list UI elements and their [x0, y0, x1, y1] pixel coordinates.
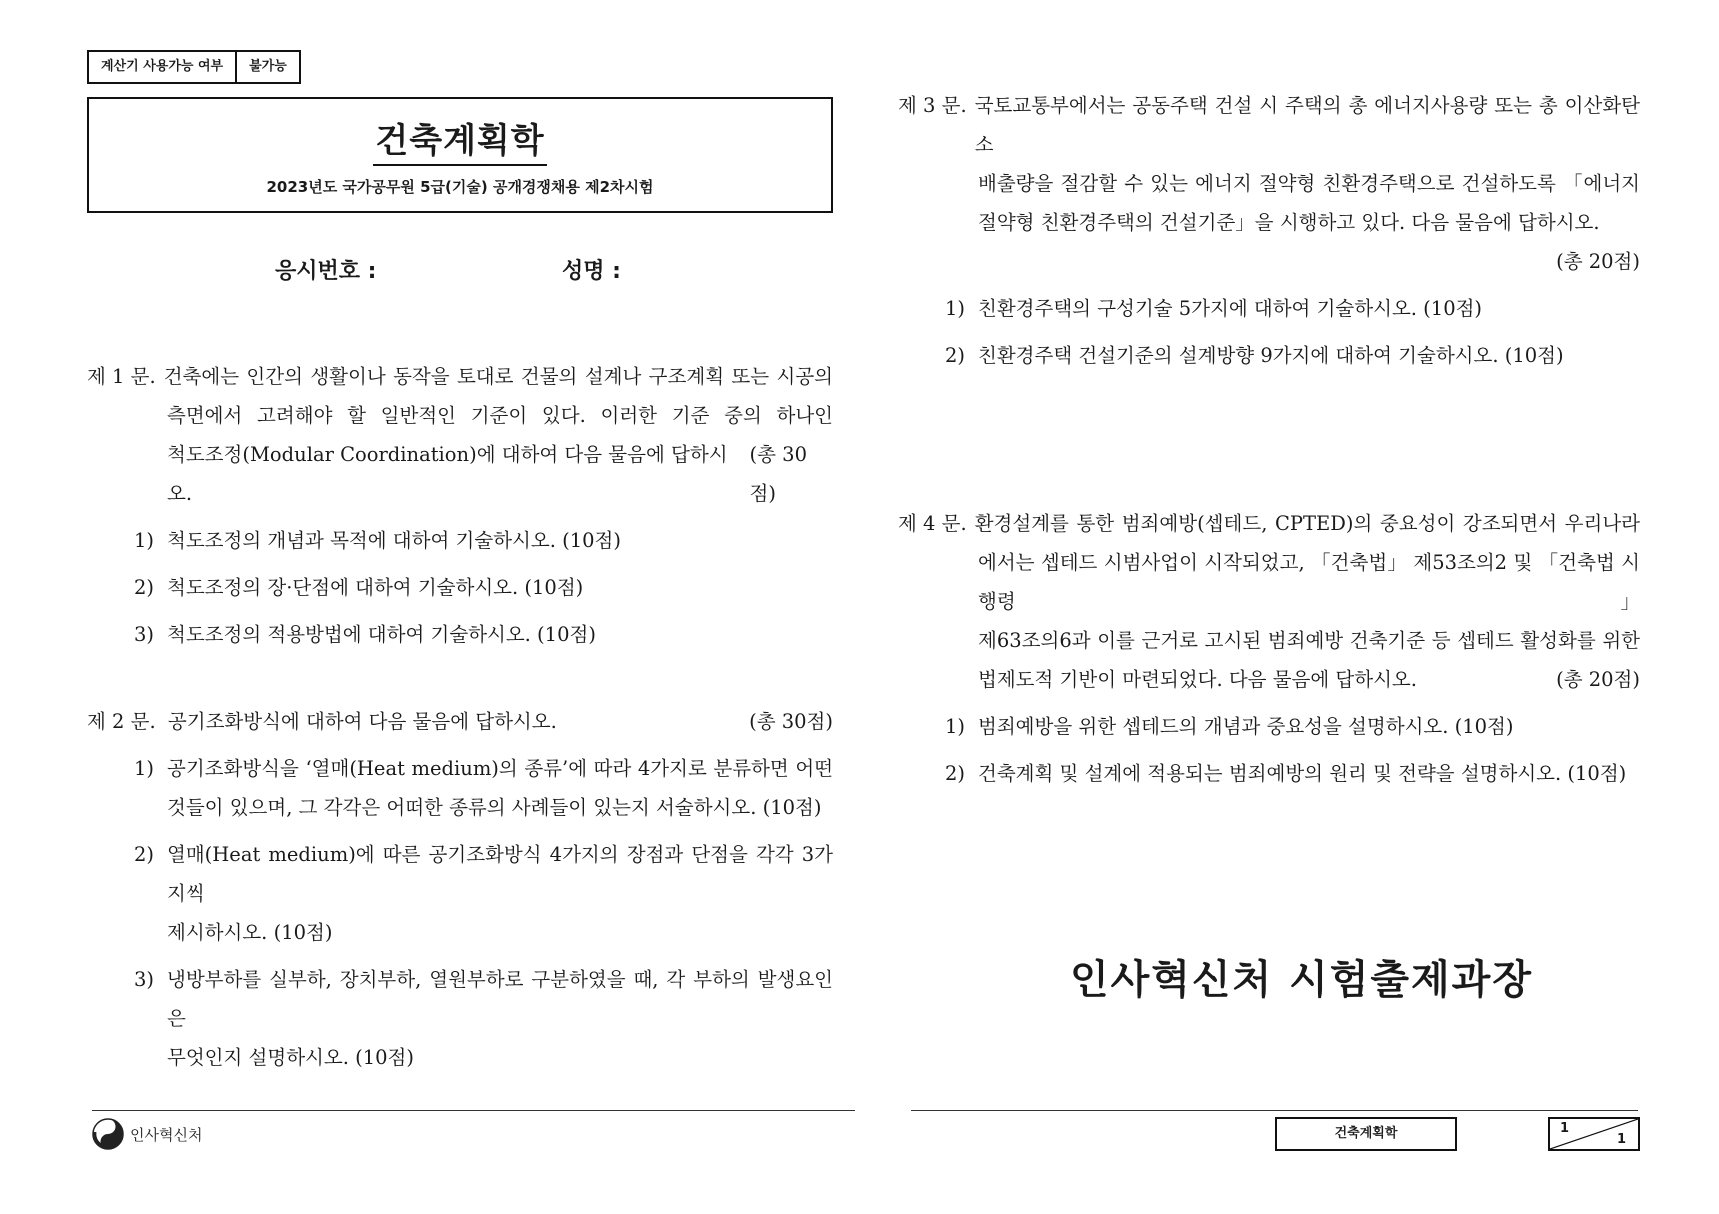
question-number: 제 3 문. — [898, 94, 967, 117]
question-points: (총 30점) — [749, 710, 833, 733]
sub-question — [134, 835, 833, 952]
sub-question — [945, 289, 1640, 328]
question-text-line: 척도조정(Modular Coordination)에 대하여 다음 물음에 답하시오. — [167, 443, 728, 505]
sub-question — [134, 615, 833, 654]
footer-divider-left — [92, 1110, 855, 1111]
footer-subject-box: 건축계획학 — [1275, 1117, 1457, 1151]
question-4 — [898, 504, 1640, 793]
sub-question-text: 친환경주택 건설기준의 설계방향 9가지에 대하여 기술하시오. (10점) — [978, 344, 1564, 367]
question-points: (총 20점) — [1556, 668, 1640, 691]
page-total: 1 — [1616, 1132, 1626, 1147]
sub-question-text: 냉방부하를 실부하, 장치부하, 열원부하로 구분하였을 때, 각 부하의 발생요인은 — [167, 968, 833, 1030]
question-number: 제 1 문. — [87, 365, 156, 388]
sub-question — [134, 749, 833, 827]
sub-question-text: 척도조정의 개념과 목적에 대하여 기술하시오. (10점) — [167, 529, 621, 552]
page-number-box — [1548, 1117, 1640, 1151]
sub-question-number: 1) — [134, 529, 155, 552]
question-text-line: 법제도적 기반이 마련되었다. 다음 물음에 답하시오. — [978, 668, 1417, 691]
name-label: 성명 : — [562, 259, 621, 284]
sub-question-text: 것들이 있으며, 그 각각은 어떠한 종류의 사례들이 있는지 서술하시오. (10점) — [167, 796, 822, 819]
question-number: 제 2 문. — [87, 710, 156, 733]
sub-question-text: 척도조정의 장·단점에 대하여 기술하시오. (10점) — [167, 576, 584, 599]
exam-name: 2023년도 국가공무원 5급(기술) 공개경쟁채용 제2차시험 — [266, 178, 654, 196]
question-text-line: 제63조의6과 이를 근거로 고시된 범죄예방 건축기준 등 셉테드 활성화를 위한 — [978, 629, 1640, 652]
sub-question — [945, 754, 1640, 793]
sub-question — [945, 336, 1640, 375]
sub-question-number: 1) — [945, 297, 966, 320]
question-text-line: 에서는 셉테드 시범사업이 시작되었고, 「건축법」 제53조의2 및 「건축법 시행령」 — [978, 551, 1640, 613]
subject-title: 건축계획학 — [373, 113, 546, 166]
question-text-line: 측면에서 고려해야 할 일반적인 기준이 있다. 이러한 기준 중의 하나인 — [167, 404, 833, 427]
org-logo — [92, 1118, 202, 1150]
sub-question — [134, 568, 833, 607]
sub-question-number: 2) — [945, 344, 966, 367]
sub-question-text: 건축계획 및 설계에 적용되는 범죄예방의 원리 및 전략을 설명하시오. (10점) — [978, 762, 1627, 785]
question-text-line: 배출량을 절감할 수 있는 에너지 절약형 친환경주택으로 건설하도록 「에너지 — [978, 172, 1640, 195]
sub-question — [134, 521, 833, 560]
sub-question-text: 범죄예방을 위한 셉테드의 개념과 중요성을 설명하시오. (10점) — [978, 715, 1514, 738]
question-text-line: 국토교통부에서는 공동주택 건설 시 주택의 총 에너지사용량 또는 총 이산화탄소 — [974, 94, 1640, 156]
sub-question-number: 1) — [134, 757, 155, 780]
examinee-number-label: 응시번호 : — [275, 259, 377, 284]
sub-question-text: 척도조정의 적용방법에 대하여 기술하시오. (10점) — [167, 623, 596, 646]
sub-question-number: 1) — [945, 715, 966, 738]
question-number: 제 4 문. — [898, 512, 967, 535]
sub-question-text: 제시하시오. (10점) — [167, 921, 333, 944]
question-text-line: 환경설계를 통한 범죄예방(셉테드, CPTED)의 중요성이 강조되면서 우리나라 — [974, 512, 1640, 535]
sub-question-text: 무엇인지 설명하시오. (10점) — [167, 1046, 414, 1069]
footer-divider-right — [911, 1110, 1638, 1111]
sub-question-number: 3) — [134, 968, 155, 991]
exam-department-signature: 인사혁신처 시험출제과장 — [1070, 957, 1533, 1003]
calculator-value: 불가능 — [235, 52, 299, 82]
sub-question-number: 2) — [134, 576, 155, 599]
sub-question — [134, 960, 833, 1077]
sub-question-text: 친환경주택의 구성기술 5가지에 대하여 기술하시오. (10점) — [978, 297, 1483, 320]
page-current: 1 — [1560, 1121, 1570, 1136]
question-points: (총 30점) — [749, 443, 807, 505]
sub-question-number: 2) — [134, 843, 155, 866]
question-2 — [87, 702, 833, 1077]
sub-question-number: 2) — [945, 762, 966, 785]
calculator-usage-box — [87, 50, 301, 84]
sub-question-number: 3) — [134, 623, 155, 646]
title-box — [87, 97, 833, 213]
question-text-line: 건축에는 인간의 생활이나 동작을 토대로 건물의 설계나 구조계획 또는 시공의 — [163, 365, 833, 388]
question-1 — [87, 357, 833, 654]
taegeuk-logo-icon — [92, 1118, 124, 1150]
org-logo-text: 인사혁신처 — [130, 1125, 203, 1144]
sub-question-text: 공기조화방식을 ‘열매(Heat medium)의 종류’에 따라 4가지로 분류하면 어떤 — [167, 757, 833, 780]
question-3 — [898, 86, 1640, 375]
sub-question-text: 열매(Heat medium)에 따른 공기조화방식 4가지의 장점과 단점을 각각 3가지씩 — [167, 843, 833, 905]
calculator-label: 계산기 사용가능 여부 — [101, 59, 224, 74]
sub-question — [945, 707, 1640, 746]
question-text-line: 공기조화방식에 대하여 다음 물음에 답하시오. — [167, 710, 557, 733]
question-text-line: 절약형 친환경주택의 건설기준」을 시행하고 있다. 다음 물음에 답하시오. — [978, 211, 1600, 234]
question-points: (총 20점) — [1556, 250, 1640, 273]
